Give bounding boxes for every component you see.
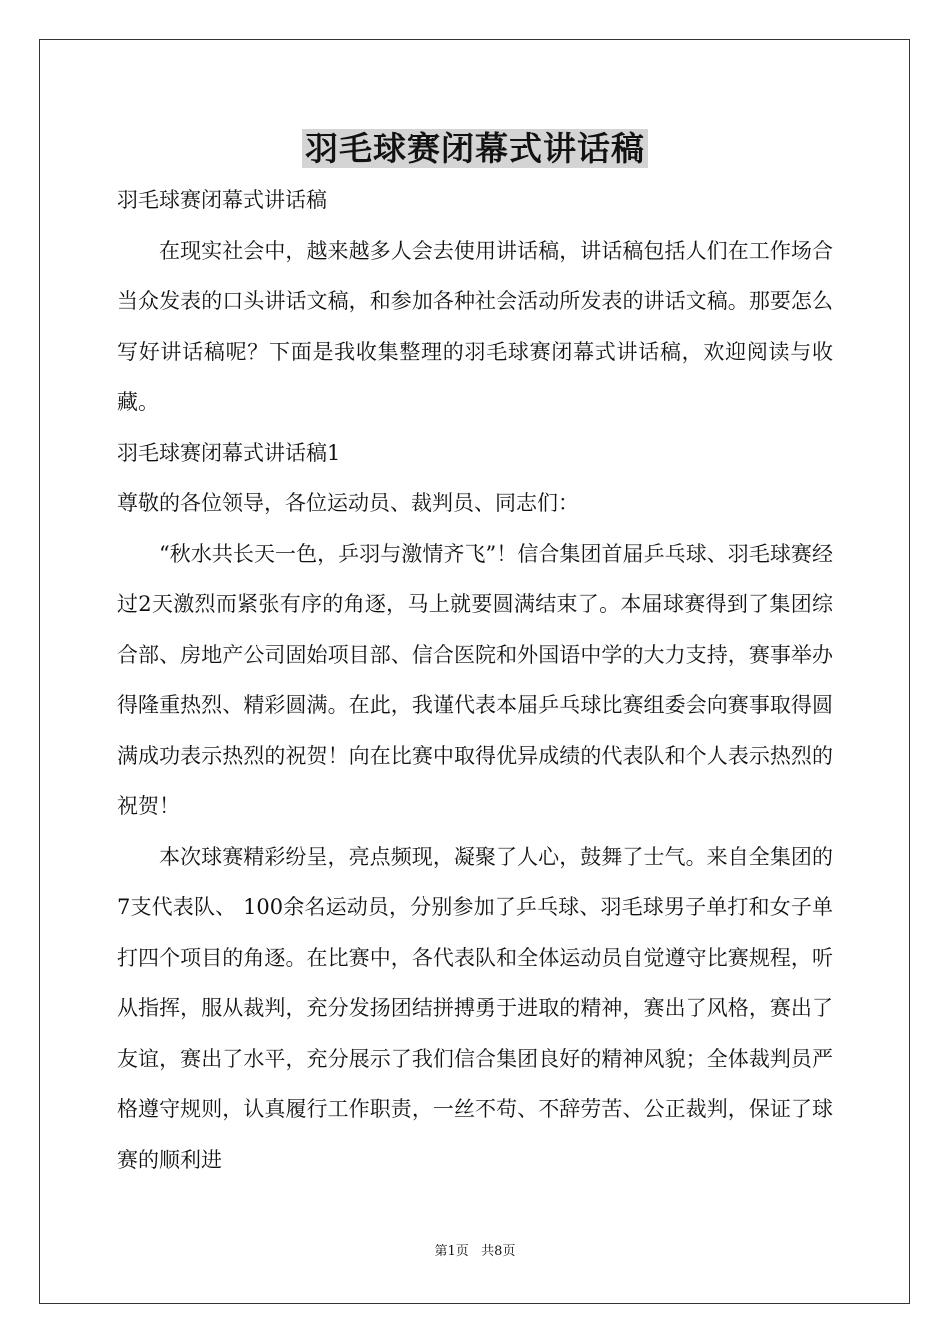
paragraph-intro: 在现实社会中，越来越多人会去使用讲话稿，讲话稿包括人们在工作场合当众发表的口头讲话文稿，和参加各种社会活动所发表的讲话文稿。那要怎么写好讲话稿呢？下面是我收集整理的羽毛球赛闭幕式讲话稿，欢迎阅读与收藏。 <box>117 238 833 414</box>
document-title <box>0 127 950 171</box>
page-footer <box>0 1243 950 1261</box>
paragraph-body-1: “秋水共长天一色，乒羽与激情齐飞”！信合集团首届乒乓球、羽毛球赛经过2天激烈而紧张有序的角逐，马上就要圆满结束了。本届球赛得到了集团综合部、房地产公司固始项目部、信合医院和外国语中学的大力支持，赛事举办得隆重热烈、精彩圆满。在此，我谨代表本届乒乓球比赛组委会向赛事取得圆满成功表示热烈的祝贺！向在比赛中取得优异成绩的代表队和个人表示热烈的祝贺！ <box>117 541 833 818</box>
paragraph-speech-heading: 羽毛球赛闭幕式讲话稿1 <box>117 440 341 465</box>
paragraph-body-2: 本次球赛精彩纷呈，亮点频现，凝聚了人心，鼓舞了士气。来自全集团的7支代表队、 100余名运动员，分别参加了乒乓球、羽毛球男子单打和女子单打四个项目的角逐。在比赛中，各代表队和全体运动员自觉遵守比赛规程，听从指挥，服从裁判，充分发扬团结拼搏勇于进取的精神，赛出了风格，赛出了友谊，赛出了水平，充分展示了我们信合集团良好的精神风貌；全体裁判员严格遵守规则，认真履行工作职责，一丝不苟、不辞劳苦、公正裁判，保证了球赛的顺利进 <box>117 844 833 1172</box>
document-body <box>117 175 833 1185</box>
paragraph-salutation: 尊敬的各位领导，各位运动员、裁判员、同志们： <box>117 491 579 515</box>
paragraph-subtitle: 羽毛球赛闭幕式讲话稿 <box>117 188 327 212</box>
page-number-label: 第1页 共8页 <box>434 1244 516 1259</box>
document-title-text: 羽毛球赛闭幕式讲话稿 <box>302 129 648 168</box>
